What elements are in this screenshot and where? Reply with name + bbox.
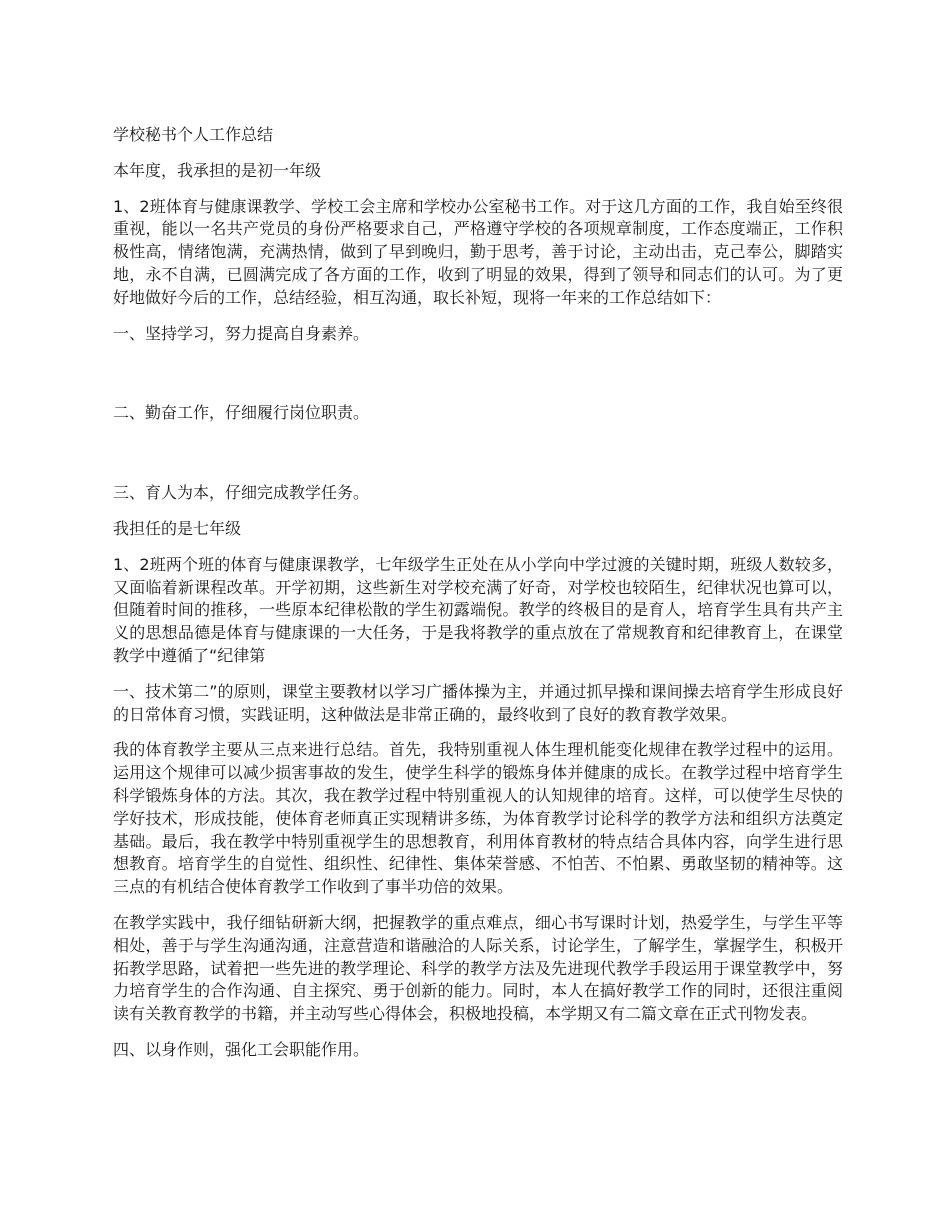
- document-body: [113, 124, 843, 1075]
- section-heading-1: 一、坚持学习，努力提高自身素养。: [113, 323, 370, 343]
- document-title: 学校秘书个人工作总结: [113, 125, 274, 144]
- paragraph-body: 在教学实践中，我仔细钻研新大纲，把握教学的重点难点，细心书写课时计划，热爱学生，与学生平等相处，善于与学生沟通沟通，注意营造和谐融洽的人际关系，讨论学生，了解学生，掌握学生，积极开拓教学思路，试着把一些先进的教学理论、科学的教学方法及先进现代教学手段运用于课堂教学中，努力培育学生的合作沟通、自主探究、勇于创新的能力。同时，本人在搞好教学工作的同时，还很注重阅读有关教育教学的书籍，并主动写些心得体会，积极地投稿，本学期又有二篇文章在正式刊物发表。: [113, 912, 843, 1024]
- section-heading-4: 四、以身作则，强化工会职能作用。: [113, 1039, 370, 1059]
- paragraph-body: 我的体育教学主要从三点来进行总结。首先，我特别重视人体生理机能变化规律在教学过程中的运用。运用这个规律可以减少损害事故的发生，使学生科学的锻炼身体并健康的成长。在教学过程中培育学生科学锻炼身体的方法。其次，我在教学过程中特别重视人的认知规律的培育。这样，可以使学生尽快的学好技术，形成技能，使体育老师真正实现精讲多练，为体育教学讨论科学的教学方法和组织方法奠定基础。最后，我在教学中特别重视学生的思想教育，利用体育教材的特点结合具体内容，向学生进行思想教育。培育学生的自觉性、组织性、纪律性、集体荣誉感、不怕苦、不怕累、勇敢坚韧的精神等。这三点的有机结合使体育教学工作收到了事半功倍的效果。: [113, 740, 843, 897]
- paragraph-intro-2: 我担任的是七年级: [113, 518, 242, 538]
- paragraph-intro: 本年度，我承担的是初一年级: [113, 160, 322, 180]
- section-heading-2: 二、勤奋工作，仔细履行岗位职责。: [113, 403, 370, 423]
- paragraph-body: 1、2班两个班的体育与健康课教学，七年级学生正处在从小学向中学过渡的关键时期，班级人数较多，又面临着新课程改革。开学初期，这些新生对学校充满了好奇，对学校也较陌生，纪律状况也算可以，但随着时间的推移，一些原本纪律松散的学生初露端倪。教学的终极目的是育人，培育学生具有共产主义的思想品德是体育与健康课的一大任务，于是我将教学的重点放在了常规教育和纪律教育上，在课堂教学中遵循了“纪律第: [113, 554, 843, 665]
- paragraph-body: 一、技术第二”的原则，课堂主要教材以学习广播体操为主，并通过抓早操和课间操去培育学生形成良好的日常体育习惯，实践证明，这种做法是非常正确的，最终收到了良好的教育教学效果。: [113, 681, 843, 724]
- section-heading-3: 三、育人为本，仔细完成教学任务。: [113, 483, 370, 503]
- paragraph-body: 1、2班体育与健康课教学、学校工会主席和学校办公室秘书工作。对于这几方面的工作，我自始至终很重视，能以一名共产党员的身份严格要求自己，严格遵守学校的各项规章制度，工作态度端正，工作积极性高，情绪饱满，充满热情，做到了早到晚归，勤于思考，善于讨论，主动出击，克己奉公，脚踏实地，永不自满，已圆满完成了各方面的工作，收到了明显的效果，得到了领导和同志们的认可。为了更好地做好今后的工作，总结经验，相互沟通，取长补短，现将一年来的工作总结如下：: [113, 196, 843, 307]
